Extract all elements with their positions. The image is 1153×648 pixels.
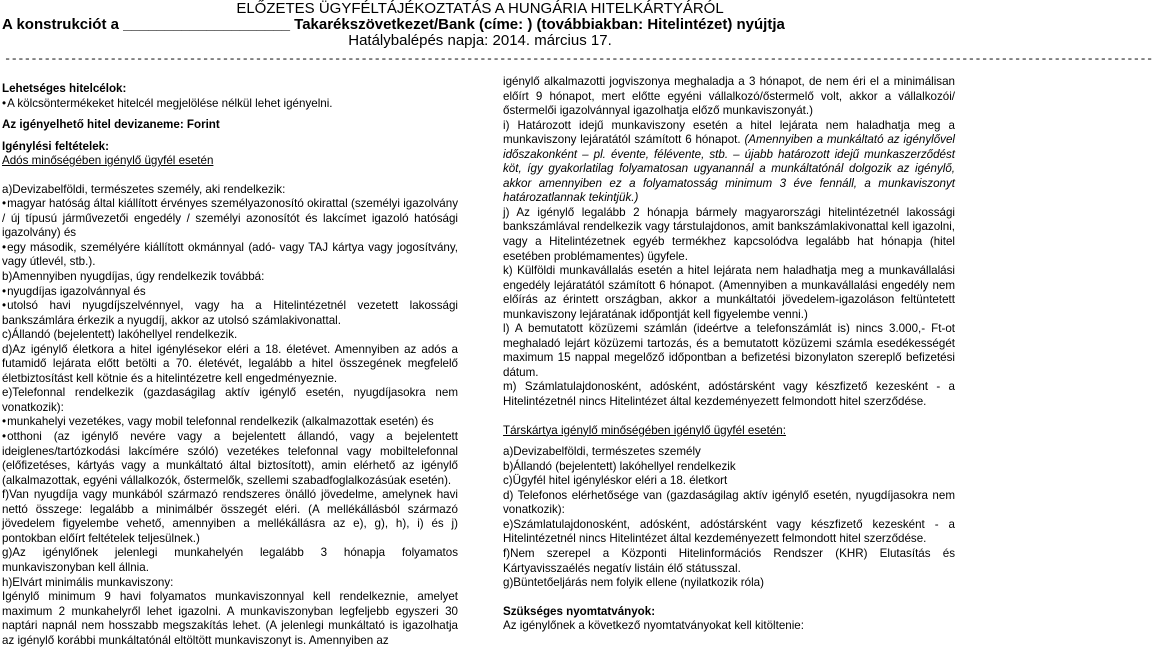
condition-h: h)Elvárt minimális munkaviszony: [2,575,174,589]
condition-h-text: Igénylő minimum 9 havi folyamatos munkaviszonnyal kell rendelkeznie, amelyet maximum 2 munkahelyről lehet igazolni. A munkaviszonyban legfeljebb egyszeri 30 naptári napnál nem hosszabb megszakítás lehet. (A jelenlegi munkáltató is igazolhatja az igénylő korábbi munkáltatónál eltöltött munkaviszonyt is. Amennyiben az [2,590,458,647]
card-condition-f: f)Nem szerepel a Központi Hitelinformációs Rendszer (KHR) Elutasítás és Kártyavisszaélés negatív listáin élő státusszal. [503,546,955,575]
card-condition-g: g)Büntetőeljárás nem folyik ellene (nyilatkozik róla) [503,576,764,590]
condition-b2: • utolsó havi nyugdíjszelvénnyel, vagy ha a Hitelintézetnél vezetett lakossági bankszámlára érkezik a nyugdíj, akkor az utolsó számlakivonattal. [2,299,458,328]
condition-d: d)Az igénylő életkora a hitel igénylésekor eléri a 18. életévet. Amennyiben az adós a futamidő lejárata előtt betölti a 70. életévét, legalább a hitel összegének megfelelő életbiztosítást kell kötnie és a hitelintézetre kell engedményeznie. [2,342,458,385]
card-holder-title: Társkártya igénylő minőségében igénylő ügyfél esetén: [503,423,786,437]
condition-i [503,119,955,206]
condition-l: l) A bemutatott közüzemi számlán (ideértve a telefonszámlát is) nincs 3.000,- Ft-ot meghaladó lejárt közüzemi tartozás, és a bemutatott közüzemi számla esedékességét maximum 15 nappal megelőző időpontban a befizetési bizonylaton szereplő befizetési dátum. [503,322,955,379]
condition-b1: • nyugdíjas igazolvánnyal és [2,285,458,300]
card-condition-b: b)Állandó (bejelentett) lakóhellyel rendelkezik [503,459,736,473]
condition-e1: • munkahelyi vezetékes, vagy mobil telefonnal rendelkezik (alkalmazottak esetén) és [2,415,458,430]
condition-m: m) Számlatulajdonosként, adósként, adóstársként vagy készfizető kezesként - a Hitelintézetnél nincs Hitelintézet által kezdeményezett felmondott hitel szerződése. [503,380,955,409]
condition-h-continued: igénylő alkalmazotti jogviszonya meghaladja a 3 hónapot, de nem éri el a minimálisan előírt 9 hónapot, mert előtte egyéni vállalkozó/őstermelő volt, akkor a vállalkozói/őstermelői igazolvánnyal igazolhatja előző munkaviszonyát.) [503,75,955,118]
left-column [2,82,458,648]
condition-i-note: (Amennyiben a munkáltató az igénylővel időszakonként – pl. évente, félévente, stb. – újabb határozott idejű munkaszerződést köt, így gyakorlatilag folyamatosan ugyanannál a munkáltatónál dolgozik az igénylő, akkor amennyiben ez a folyamatosság minimum 3 éve fennáll, a munkaviszonyt határozatlannak tekintjük.) [503,133,955,205]
dashed-divider: ------------------------------------------------------------------------------------------------------------------------------------------------------------------------------ [4,52,1153,66]
condition-g: g)Az igénylőnek jelenlegi munkahelyén legalább 3 hónapja folyamatos munkaviszonyban kell állnia. [2,546,458,574]
card-condition-a: a)Devizabelföldi, természetes személy [503,445,701,459]
condition-b: b)Amennyiben nyugdíjas, úgy rendelkezik továbbá: [2,270,265,284]
condition-a2: • egy második, személyére kiállított okmánnyal (adó- vagy TAJ kártya vagy jogosítvány, vagy útlevél, stb.). [2,241,458,270]
effective-date: Hatálybalépés napja: 2014. március 17. [348,32,612,49]
condition-j: j) Az igénylő legalább 2 hónapja bármely magyarországi hitelintézetnél lakossági bankszámlával rendelkezik vagy társtulajdonos, amit bankszámlakivonattal kell igazolni, vagy a Hitelintézetnek egyéb termékhez kapcsolódva legalább hat hónapja (hitel esetében problémamentes) ügyfele. [503,205,955,263]
forms-title: Szükséges nyomtatványok: [503,604,656,618]
condition-e: e)Telefonnal rendelkezik (gazdaságilag aktív igénylő esetén, nyugdíjasokra nem vonatkozik): [2,386,458,414]
document-title: ELŐZETES ÜGYFÉLTÁJÉKOZTATÁS A HUNGÁRIA HITELKÁRTYÁRÓL [236,0,724,17]
currency-label: Az igényelhető hitel devizaneme: Forint [2,118,220,132]
card-condition-e: e)Számlatulajdonosként, adósként, adóstársként vagy készfizető kezesként - a Hitelintézetnél nincs Hitelintézet által kezdeményezett felmondott hitel szerződése. [503,517,955,546]
goals-title: Lehetséges hitelcélok: [2,82,127,95]
right-column [503,75,955,634]
condition-k: k) Külföldi munkavállalás esetén a hitel lejárata nem haladhatja meg a munkavállalási engedély lejáratától számított 6 hónapot. (Amennyiben a munkavállalási engedély nem előírás az érintett országban, akkor a munkáltatói jövedelem-igazoláson feltüntetett munkaviszony lejáratának időpontját kell figyelembe venni.) [503,264,955,321]
card-condition-d: d) Telefonos elérhetősége van (gazdaságilag aktív igénylő esetén, nyugdíjasokra nem vonatkozik): [503,488,955,517]
condition-f: f)Van nyugdíja vagy munkából származó rendszeres önálló jövedelme, amelynek havi nettó összege: legalább a minimálbér összegét eléri. (A mellékállásból származó jövedelem figyelembe vehető, amennyiben a mellékállásra az e), g), h), i) és j) pontokban előírt feltételek teljesülnek.) [2,488,458,545]
conditions-subtitle: Adós minőségében igénylő ügyfél esetén [2,154,214,168]
condition-i-main: i) Határozott idejű munkaviszony esetén a hitel lejárata nem haladhatja meg a munkaviszony lejáratától számított 6 hónapot. [503,118,955,147]
forms-text: Az igénylőnek a következő nyomtatványokat kell kitöltenie: [503,619,804,633]
goals-item: • A kölcsöntermékeket hitelcél megjelölése nélkül lehet igényelni. [2,97,458,112]
condition-e2: • otthoni (az igénylő nevére vagy a bejelentett állandó, vagy a bejelentett ideiglenes/tartózkodási lakcímére szóló) vezetékes telefonnal vagy mobiltelefonnal (előfizetéses, kártyás vagy a munkáltató által biztosított), amin elérhető az igénylő (alkalmazottak, egyéni vállalkozók, őstermelők, szellemi szabadfoglalkozásúak esetén). [2,430,458,488]
condition-a1: • magyar hatóság által kiállított érvényes személyazonosító okirattal (személyi igazolvány / új típusú járművezetői engedély / személyi azonosítót és lakcímet igazoló hatósági igazolvány) és [2,197,458,241]
conditions-title: Igénylési feltételek: [2,139,109,153]
condition-c: c)Állandó (bejelentett) lakóhellyel rendelkezik. [2,328,238,342]
condition-a: a)Devizabelföldi, természetes személy, aki rendelkezik: [2,182,286,196]
card-condition-c: c)Ügyfél hitel igényléskor eléri a 18. életkort [503,474,728,488]
provider-line: A konstrukciót a ____________________ Takarékszövetkezet/Bank (címe: ) (továbbiakban: Hitelintézet) nyújtja [2,16,785,33]
